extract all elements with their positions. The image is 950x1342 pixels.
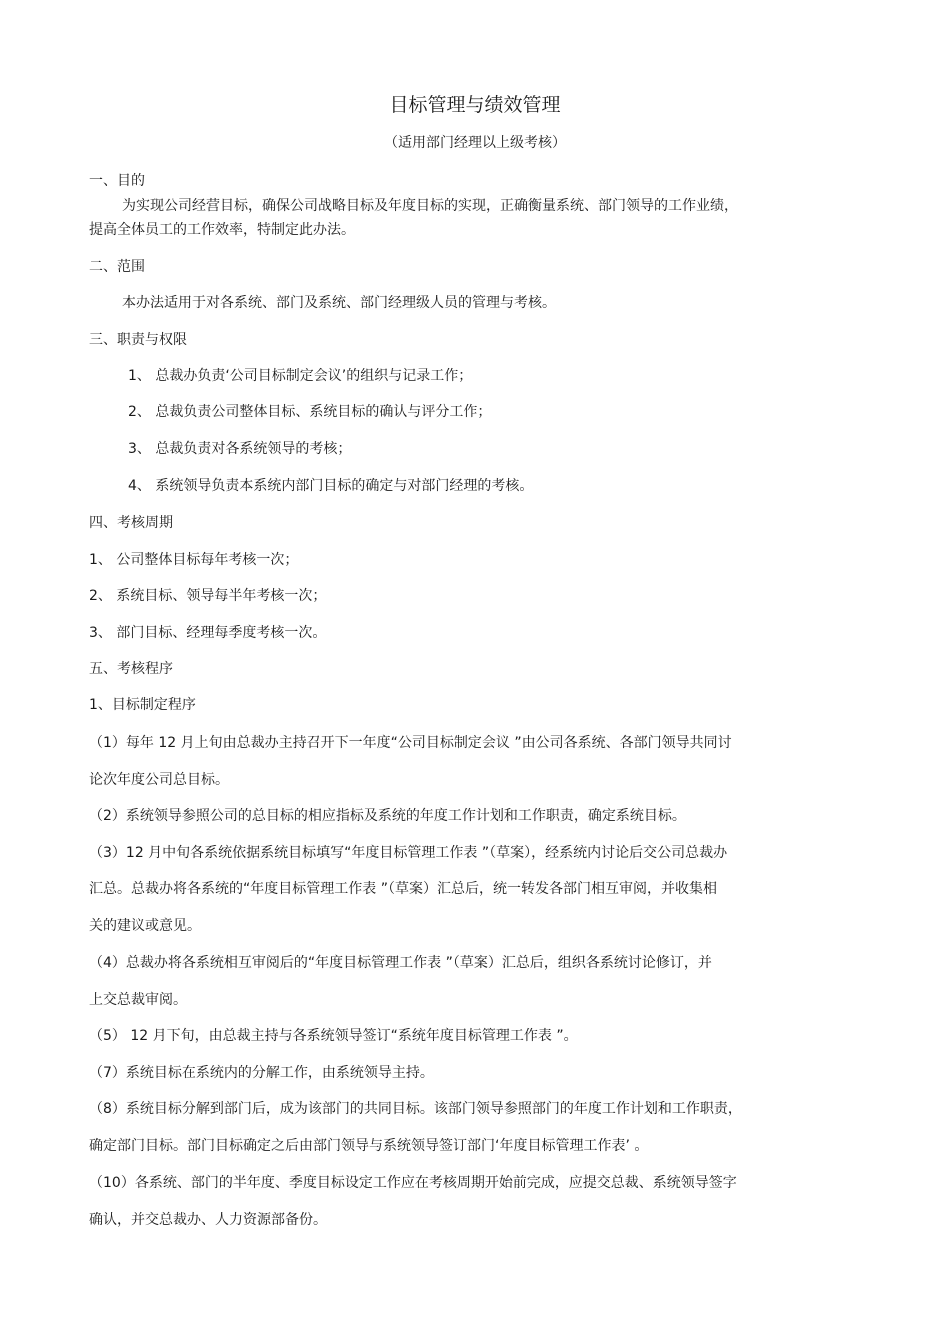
section-heading-scope: 二、范围: [89, 259, 145, 275]
document-title: 目标管理与绩效管理: [389, 94, 561, 116]
duty-item: 1、 总裁办负责‘公司目标制定会议’的组织与记录工作；: [128, 368, 473, 384]
procedure-line: （2）系统领导参照公司的总目标的相应指标及系统的年度工作计划和工作职责，确定系统目标。: [89, 808, 686, 824]
document-subtitle: （适用部门经理以上级考核）: [384, 135, 566, 151]
procedure-line: 确认，并交总裁办、人力资源部备份。: [89, 1212, 327, 1228]
procedure-line: （10）各系统、部门的半年度、季度目标设定工作应在考核周期开始前完成，应提交总裁、系统领导签字: [89, 1175, 737, 1191]
procedure-line: 论次年度公司总目标。: [89, 772, 229, 788]
duty-item: 4、 系统领导负责本系统内部门目标的确定与对部门经理的考核。: [128, 478, 534, 494]
procedure-line: （5） 12 月下旬，由总裁主持与各系统领导签订“系统年度目标管理工作表 ”。: [89, 1028, 578, 1044]
section-heading-cycle: 四、考核周期: [89, 515, 173, 531]
procedure-line: （3）12 月中旬各系统依据系统目标填写“年度目标管理工作表 ”（草案），经系统内讨论后交公司总裁办: [89, 845, 728, 861]
procedure-line: （7）系统目标在系统内的分解工作，由系统领导主持。: [89, 1065, 434, 1081]
cycle-item: 2、 系统目标、领导每半年考核一次；: [89, 588, 327, 604]
cycle-item: 1、 公司整体目标每年考核一次；: [89, 552, 299, 568]
section-heading-procedure: 五、考核程序: [89, 661, 173, 677]
procedure-line: 上交总裁审阅。: [89, 992, 187, 1008]
procedure-line: 关的建议或意见。: [89, 918, 201, 934]
scope-paragraph: 本办法适用于对各系统、部门及系统、部门经理级人员的管理与考核。: [122, 295, 556, 311]
procedure-line: 汇总。总裁办将各系统的“年度目标管理工作表 ”（草案）汇总后，统一转发各部门相互审阅，并收集相: [89, 881, 717, 897]
section-heading-purpose: 一、目的: [89, 173, 145, 189]
duty-item: 2、 总裁负责公司整体目标、系统目标的确认与评分工作；: [128, 404, 492, 420]
procedure-line: 确定部门目标。部门目标确定之后由部门领导与系统领导签订部门‘年度目标管理工作表’ 。: [89, 1138, 649, 1154]
purpose-paragraph-line: 提高全体员工的工作效率，特制定此办法。: [89, 222, 355, 238]
procedure-line: （8）系统目标分解到部门后，成为该部门的共同目标。该部门领导参照部门的年度工作计划和工作职责，: [89, 1101, 742, 1117]
procedure-line: （4）总裁办将各系统相互审阅后的“年度目标管理工作表 ”（草案）汇总后，组织各系统讨论修订，并: [89, 955, 712, 971]
cycle-item: 3、 部门目标、经理每季度考核一次。: [89, 625, 327, 641]
purpose-paragraph-line: 为实现公司经营目标，确保公司战略目标及年度目标的实现，正确衡量系统、部门领导的工作业绩，: [122, 198, 738, 214]
section-heading-duties: 三、职责与权限: [89, 332, 187, 348]
duty-item: 3、 总裁负责对各系统领导的考核；: [128, 441, 352, 457]
procedure-line: （1）每年 12 月上旬由总裁办主持召开下一年度“公司目标制定会议 ”由公司各系统、各部门领导共同讨: [89, 735, 732, 751]
procedure-subheading: 1、目标制定程序: [89, 697, 196, 713]
